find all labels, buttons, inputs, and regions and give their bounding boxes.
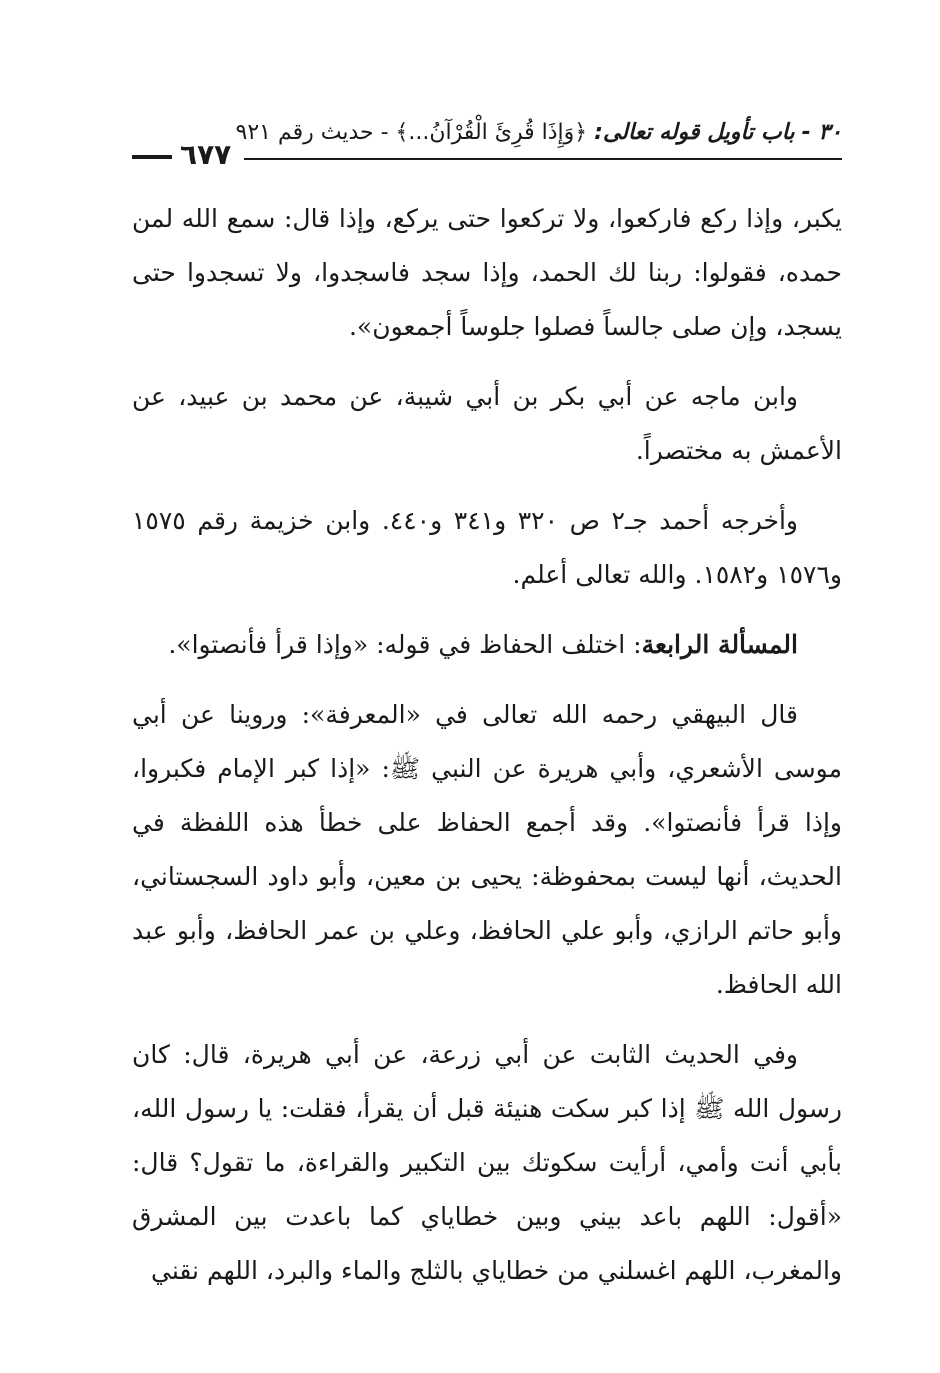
- issue-heading: المسألة الرابعة: [641, 630, 798, 659]
- header-rule: [244, 158, 842, 160]
- header-dash: [132, 155, 172, 159]
- page-number: ٦٧٧: [180, 138, 232, 171]
- paragraph-4: [132, 618, 842, 672]
- page-body: [132, 192, 842, 1298]
- paragraph-6: وفي الحديث الثابت عن أبي زرعة، عن أبي هريرة، قال: كان رسول الله ﷺ إذا كبر سكت هنيئة قبل أن يقرأ، فقلت: يا رسول الله، بأبي أنت وأمي، أرأيت سكوتك بين التكبير والقراءة، ما تقول؟ قال: «أقول: اللهم باعد بيني وبين خطاياي كما باعدت بين المشرق والمغرب، اللهم اغسلني من خطاياي بالثلج والماء والبرد، اللهم نقني: [132, 1040, 842, 1285]
- paragraph-4-text: : اختلف الحفاظ في قوله: «وإذا قرأ فأنصتوا».: [168, 630, 642, 659]
- paragraph-3: وأخرجه أحمد جـ٢ ص ٣٢٠ و٣٤١ و٤٤٠. وابن خزيمة رقم ١٥٧٥ و١٥٧٦ و١٥٨٢. والله تعالى أعلم.: [132, 506, 842, 589]
- chapter-number: ٣٠ -: [801, 120, 842, 145]
- verse-quote: ﴿وَإِذَا قُرِئَ الْقُرْآنُ...﴾: [395, 120, 588, 145]
- paragraph-2: وابن ماجه عن أبي بكر بن أبي شيبة، عن محمد بن عبيد، عن الأعمش به مختصراً.: [132, 382, 842, 465]
- paragraph-1: يكبر، وإذا ركع فاركعوا، ولا تركعوا حتى يركع، وإذا قال: سمع الله لمن حمده، فقولوا: ربنا لك الحمد، وإذا سجد فاسجدوا، ولا تسجدوا حتى يسجد، وإن صلى جالساً فصلوا جلوساً أجمعون».: [132, 204, 842, 341]
- paragraph-5: قال البيهقي رحمه الله تعالى في «المعرفة»: وروينا عن أبي موسى الأشعري، وأبي هريرة عن النبي ﷺ: «إذا كبر الإمام فكبروا، وإذا قرأ فأنصتوا». وقد أجمع الحفاظ على خطأ هذه اللفظة في الحديث، أنها ليست بمحفوظة: يحيى بن معين، وأبو داود السجستاني، وأبو حاتم الرازي، وأبو علي الحافظ، وعلي بن عمر الحافظ، وأبو عبد الله الحافظ.: [132, 700, 842, 999]
- chapter-title: باب تأويل قوله تعالى:: [594, 120, 795, 145]
- running-header: [132, 120, 842, 172]
- hadith-reference: - حديث رقم ٩٢١: [235, 120, 389, 145]
- chapter-heading: [236, 120, 843, 145]
